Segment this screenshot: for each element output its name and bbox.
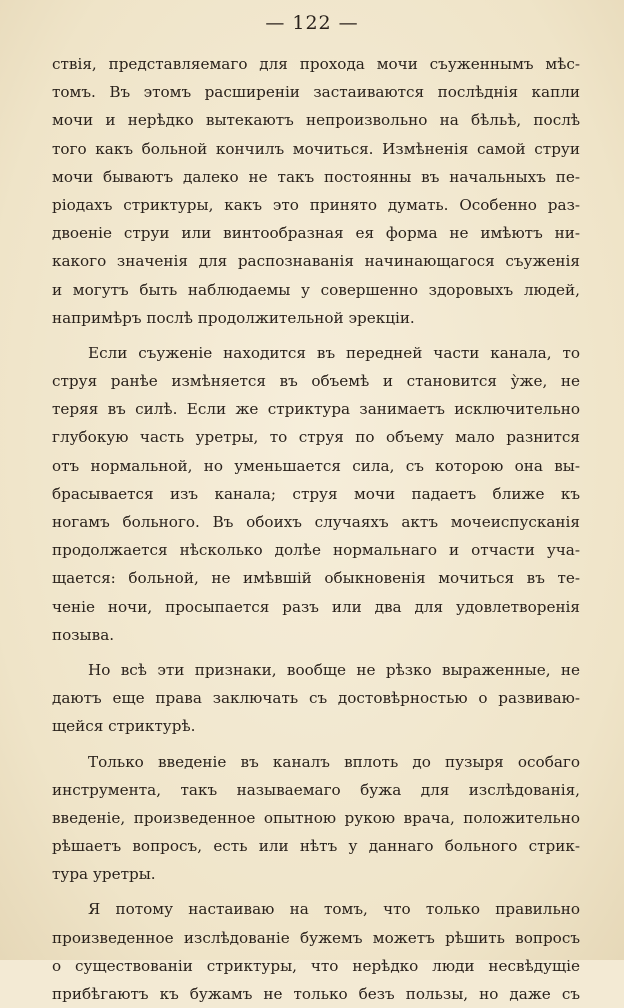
text-line: Но всѣ эти признаки, вообще не рѣзко выраженные, не bbox=[88, 660, 580, 679]
text-line: тура уретры. bbox=[52, 865, 156, 884]
text-line: Только введеніе въ каналъ вплоть до пузыря особаго bbox=[88, 752, 580, 771]
text-line: Если съуженіе находится въ передней части канала, то bbox=[88, 343, 580, 362]
text-line: прибѣгаютъ къ бужамъ не только безъ пользы, но даже съ bbox=[52, 985, 580, 1003]
paragraph-gap bbox=[52, 649, 580, 656]
text-line: двоеніе струи или винтообразная ея форма не имѣютъ ни- bbox=[52, 224, 580, 243]
text-line: рѣшаетъ вопросъ, есть или нѣтъ у даннаго больного стрик- bbox=[52, 837, 580, 856]
text-line: позыва. bbox=[52, 625, 115, 644]
text-line: ріодахъ стриктуры, какъ это принято думать. Особенно раз- bbox=[52, 195, 580, 214]
text-line: теряя въ силѣ. Если же стриктура занимаетъ исключительно bbox=[52, 400, 580, 419]
paragraph-gap bbox=[52, 741, 580, 748]
text-line: даютъ еще права заключать съ достовѣрностью о развиваю- bbox=[52, 689, 580, 708]
text-line: какого значенія для распознаванія начинающагося съуженія bbox=[52, 252, 580, 271]
text-line: того какъ больной кончилъ мочиться. Измѣненія самой струи bbox=[52, 139, 580, 158]
text-line: щейся стриктурѣ. bbox=[52, 717, 196, 736]
paragraph bbox=[52, 656, 580, 741]
text-line: напримѣръ послѣ продолжительной эрекціи. bbox=[52, 308, 415, 327]
text-line: ногамъ больного. Въ обоихъ случаяхъ актъ мочеиспусканія bbox=[52, 513, 580, 531]
paragraph bbox=[52, 748, 580, 889]
body-text bbox=[52, 50, 580, 1008]
text-line: введеніе, произведенное опытною рукою врача, положительно bbox=[52, 808, 580, 827]
page-number: — 122 — bbox=[265, 12, 359, 34]
paragraph bbox=[52, 50, 580, 332]
text-line: мочи и нерѣдко вытекаютъ непроизвольно на бѣльѣ, послѣ bbox=[52, 111, 580, 130]
text-line: произведенное изслѣдованіе бужемъ можетъ рѣшить вопросъ bbox=[52, 928, 580, 947]
paragraph-gap bbox=[52, 888, 580, 895]
text-line: щается: больной, не имѣвшій обыкновенія мочиться въ те- bbox=[52, 569, 580, 588]
text-line: и могутъ быть наблюдаемы у совершенно здоровыхъ людей, bbox=[52, 280, 580, 299]
text-line: ствія, представляемаго для прохода мочи съуженнымъ мѣс- bbox=[52, 55, 580, 73]
text-line: Я потому настаиваю на томъ, что только правильно bbox=[88, 900, 580, 919]
text-line: ченіе ночи, просыпается разъ или два для удовлетворенія bbox=[52, 597, 580, 616]
paragraph-gap bbox=[52, 332, 580, 339]
text-line: о существованіи стриктуры, что нерѣдко люди несвѣдущіе bbox=[52, 956, 580, 975]
text-line: струя ранѣе измѣняется въ объемѣ и становится у̀же, не bbox=[52, 372, 580, 391]
text-line: инструмента, такъ называемаго бужа для изслѣдованія, bbox=[52, 780, 580, 799]
paragraph bbox=[52, 339, 580, 649]
paragraph bbox=[52, 895, 580, 1008]
text-line: продолжается нѣсколько долѣе нормальнаго и отчасти уча- bbox=[52, 541, 580, 560]
text-line: отъ нормальной, но уменьшается сила, съ которою она вы- bbox=[52, 456, 580, 475]
text-line: мочи бываютъ далеко не такъ постоянны въ начальныхъ пе- bbox=[52, 167, 580, 186]
text-line: брасывается изъ канала; струя мочи падаетъ ближе къ bbox=[52, 484, 580, 503]
text-line: глубокую часть уретры, то струя по объему мало разнится bbox=[52, 428, 580, 447]
text-line: томъ. Въ этомъ расширеніи застаиваются послѣднія капли bbox=[52, 83, 580, 102]
